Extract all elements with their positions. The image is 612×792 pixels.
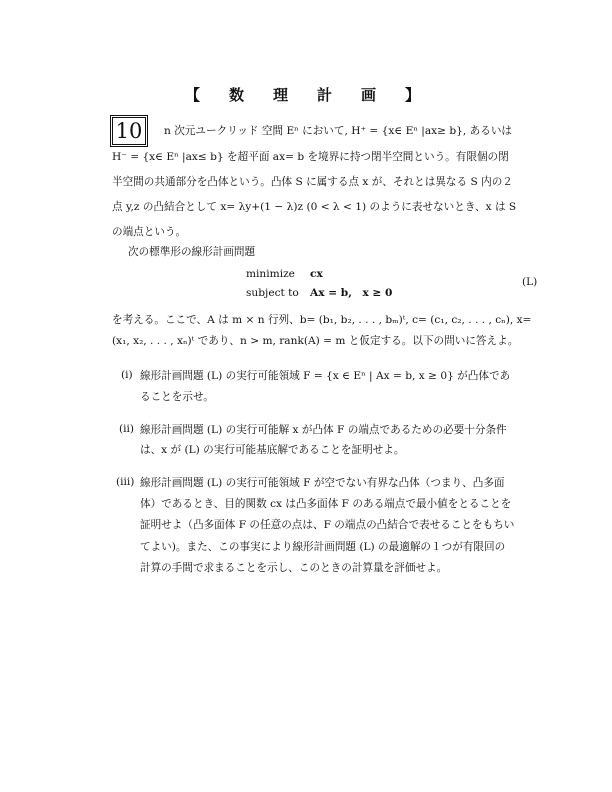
item-ii-line-2: は、x が (L) の実行可能基底解であることを証明せよ。 xyxy=(140,444,405,456)
item-i-line-2: ることを示せ。 xyxy=(140,391,214,403)
intro-line-2: H⁻ = {x∈ Eⁿ |ax≤ b} を超平面 ax= b を境界に持つ閉半空間という。有限個の閉 xyxy=(112,151,509,163)
item-iii-line-5: 計算の手間で求まることを示し、このときの計算量を評価せよ。 xyxy=(140,562,448,574)
lp-intro: 次の標準形の線形計画問題 xyxy=(128,246,256,258)
item-label-i: (i) xyxy=(121,369,133,381)
item-iii-line-3: 証明せよ（凸多面体 F の任意の点は、F の端点の凸結合で表せることをもちい xyxy=(140,519,515,531)
item-label-ii: (ii) xyxy=(119,423,135,435)
lp-constraint-row xyxy=(246,285,392,300)
intro-line-3: 半空間の共通部分を凸体という。凸体 S に属する点 x が、それとは異なる S 内の２ xyxy=(112,176,513,188)
item-ii-line-1: 線形計画問題 (L) の実行可能解 x が凸体 F の端点であるための必要十分条件 xyxy=(140,424,507,436)
intro-line-4: 点 y,z の凸結合として x= λy+(1 − λ)z (0 < λ < 1) のように表せないとき、x は S xyxy=(112,201,517,213)
lp-subject-to-keyword: subject to xyxy=(246,287,299,299)
lp-objective-row xyxy=(246,268,323,280)
item-i-line-1: 線形計画問題 (L) の実行可能領域 F = {x ∈ Eⁿ | Ax = b, x ≥ 0} が凸体であ xyxy=(140,370,511,382)
intro-line-1: n 次元ユークリッド 空間 Eⁿ において, H⁺ = {x∈ Eⁿ |ax≥ b}, あるいは xyxy=(164,125,513,137)
item-iii-line-4: てよい)。また、この事実により線形計画問題 (L) の最適解の１つが有限回の xyxy=(140,541,506,553)
problem-number: 10 xyxy=(112,117,146,145)
item-iii-line-1: 線形計画問題 (L) の実行可能領域 F が空でない有界な凸体（つまり、凸多面 xyxy=(140,477,505,489)
item-iii-line-2: 体）であるとき、目的関数 cx は凸多面体 F のある端点で最小値をとることを xyxy=(140,498,512,510)
conditions-line-1: を考える。ここで、A は m × n 行列、b= (b₁, b₂, . . . , bₘ)ᵗ, c= (c₁, c₂, . . . , cₙ), x= xyxy=(112,314,532,326)
equation-number: (L) xyxy=(522,276,538,288)
item-label-iii: (iii) xyxy=(116,476,135,488)
intro-line-5: の端点という。 xyxy=(112,226,187,238)
section-title: 【 数 理 計 画 】 xyxy=(184,86,427,104)
conditions-line-2: (x₁, x₂, . . . , xₙ)ᵗ であり、n > m, rank(A) = m と仮定する。以下の問いに答えよ。 xyxy=(112,335,519,347)
lp-constraint: Ax = b, x ≥ 0 xyxy=(310,287,393,299)
lp-minimize-keyword: minimize xyxy=(246,268,295,280)
lp-objective: cx xyxy=(310,268,323,280)
